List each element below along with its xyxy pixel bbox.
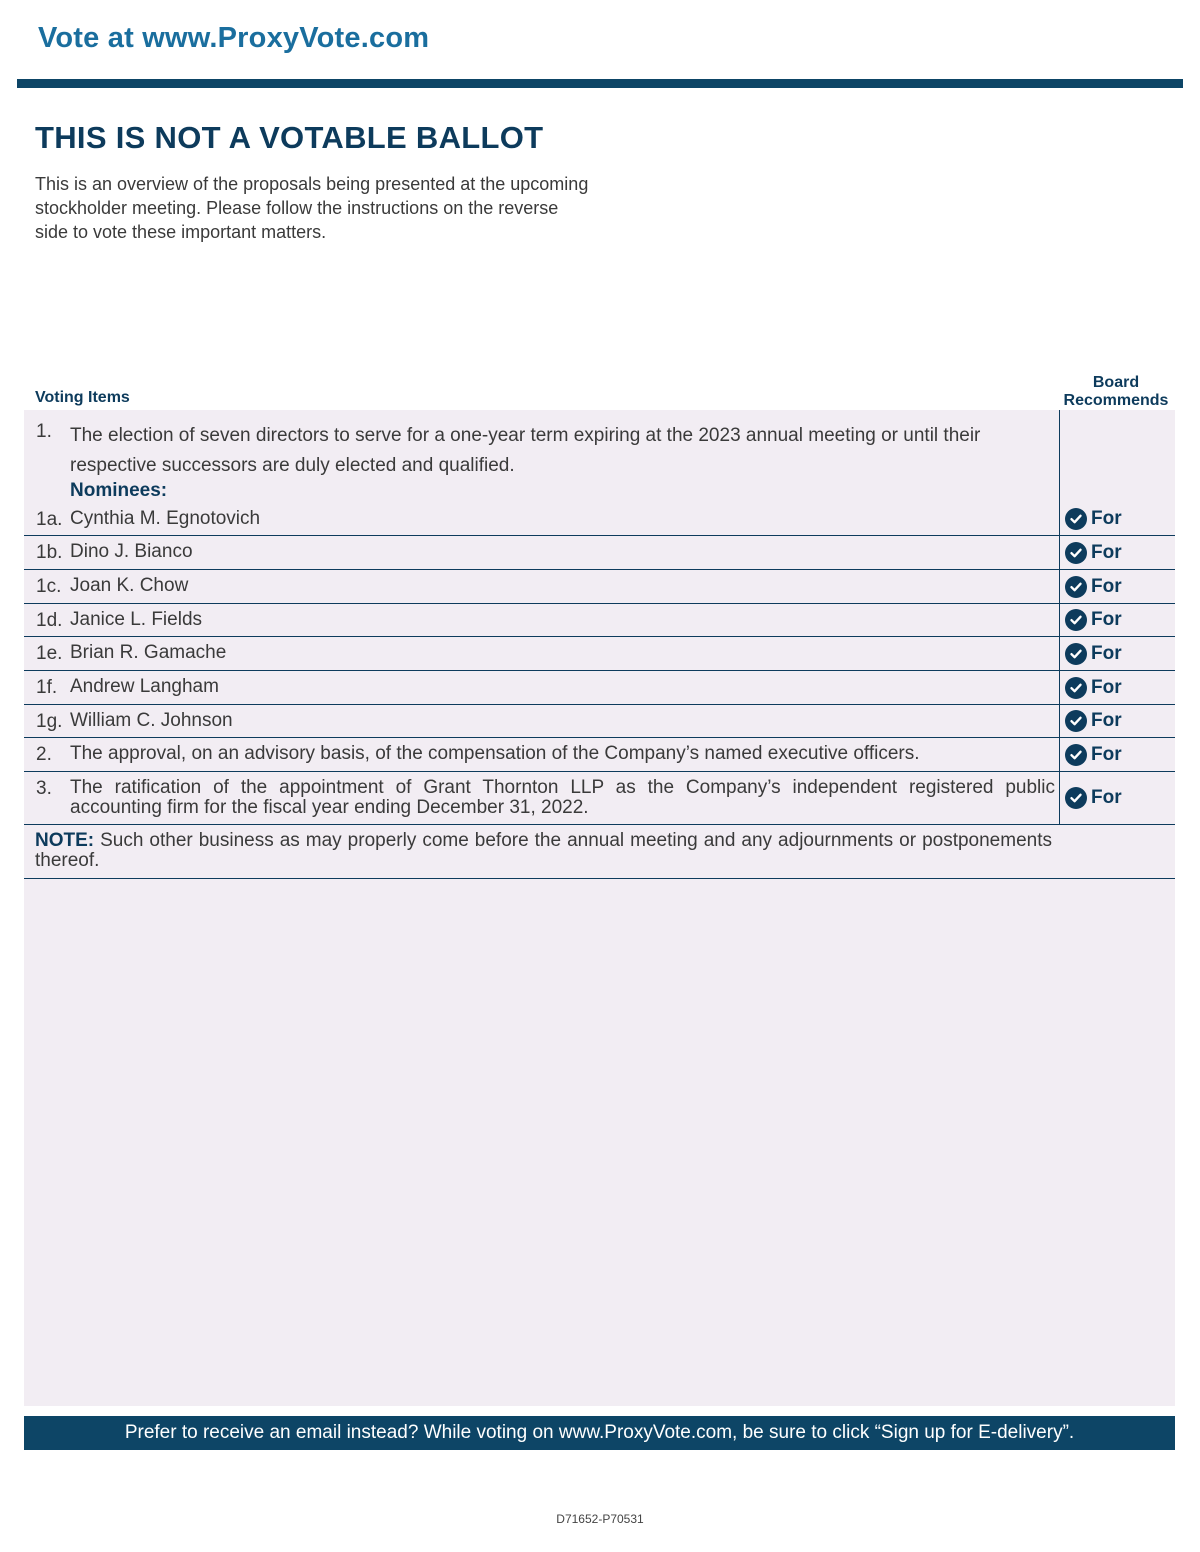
table-row [24, 536, 1175, 570]
row-number: 2. [36, 744, 52, 765]
recommendation-label: For [1091, 542, 1122, 563]
check-circle-icon [1065, 787, 1087, 809]
note-divider [24, 878, 1175, 879]
table-row [24, 637, 1175, 671]
table-row [24, 671, 1175, 705]
table-row [24, 604, 1175, 637]
check-circle-icon [1065, 744, 1087, 766]
edelivery-banner-text: Prefer to receive an email instead? While voting on www.ProxyVote.com, be sure to click “Sign up for E-delivery”. [124, 1422, 1075, 1443]
row-number: 1e. [36, 643, 63, 664]
row-text: Joan K. Chow [70, 575, 189, 596]
check-circle-icon [1065, 710, 1087, 732]
board-header-line2: Recommends [1063, 392, 1169, 409]
check-circle-icon [1065, 677, 1087, 699]
note-paragraph [35, 831, 1052, 871]
recommendation-label: For [1091, 744, 1122, 765]
row-number: 1b. [36, 542, 63, 563]
recommendation-label: For [1091, 710, 1122, 731]
voting-items-header: Voting Items [35, 389, 130, 406]
row-number: 3. [36, 778, 52, 799]
proxyvote-url-heading: Vote at www.ProxyVote.com [38, 22, 430, 54]
header-divider [17, 79, 1183, 88]
row-text: William C. Johnson [70, 710, 233, 731]
table-row [24, 738, 1175, 772]
row-number: 1a. [36, 509, 63, 530]
recommendation-label: For [1091, 609, 1122, 630]
row-number: 1c. [36, 576, 62, 597]
item-number: 1. [36, 421, 52, 442]
table-row [24, 772, 1175, 825]
recommendation-label: For [1091, 576, 1122, 597]
recommendation-label: For [1091, 643, 1122, 664]
item-1-text: The election of seven directors to serve for a one-year term expiring at the 2023 annual meeting or until their respective successors are duly elected and qualified. [70, 425, 981, 476]
board-recommendation [1065, 609, 1122, 631]
board-recommendation [1065, 643, 1122, 665]
recommendation-label: For [1091, 508, 1122, 529]
board-recommendation [1065, 576, 1122, 598]
check-circle-icon [1065, 508, 1087, 530]
note-text: Such other business as may properly come before the annual meeting and any adjournments or postponements thereof. [35, 830, 1052, 871]
row-text: Janice L. Fields [70, 609, 203, 630]
row-number: 1d. [36, 610, 63, 631]
table-row [24, 570, 1175, 604]
note-label: NOTE: [35, 830, 95, 851]
row-text: The ratification of the appointment of Grant Thornton LLP as the Company’s independent registered public accounting firm for the fiscal year ending December 31, 2022. [70, 777, 1055, 818]
intro-paragraph: This is an overview of the proposals being presented at the upcoming stockholder meeting. Please follow the instructions on the reverse side to vote these important matters. [35, 174, 589, 242]
board-recommendation [1065, 710, 1122, 732]
table-row [24, 705, 1175, 738]
board-recommendation [1065, 508, 1122, 530]
check-circle-icon [1065, 609, 1087, 631]
recommendation-label: For [1091, 677, 1122, 698]
row-text: Andrew Langham [70, 676, 219, 697]
row-number: 1g. [36, 711, 63, 732]
edelivery-banner [24, 1416, 1175, 1450]
row-number: 1f. [36, 677, 58, 698]
check-circle-icon [1065, 576, 1087, 598]
page-title: THIS IS NOT A VOTABLE BALLOT [35, 120, 544, 155]
board-recommendation [1065, 542, 1122, 564]
document-code: D71652-P70531 [556, 1512, 644, 1526]
board-recommendation [1065, 787, 1122, 809]
column-divider [1059, 410, 1060, 825]
row-text: Cynthia M. Egnotovich [70, 508, 261, 529]
board-header-line1: Board [1092, 374, 1140, 391]
check-circle-icon [1065, 542, 1087, 564]
row-text: Brian R. Gamache [70, 642, 227, 663]
board-recommendation [1065, 744, 1122, 766]
check-circle-icon [1065, 643, 1087, 665]
board-recommendation [1065, 677, 1122, 699]
table-row [24, 503, 1175, 536]
recommendation-label: For [1091, 787, 1122, 808]
board-recommends-header [1058, 374, 1174, 410]
row-text: The approval, on an advisory basis, of the compensation of the Company’s named executive officers. [70, 743, 920, 764]
row-text: Dino J. Bianco [70, 541, 193, 562]
nominees-label: Nominees: [70, 480, 168, 501]
